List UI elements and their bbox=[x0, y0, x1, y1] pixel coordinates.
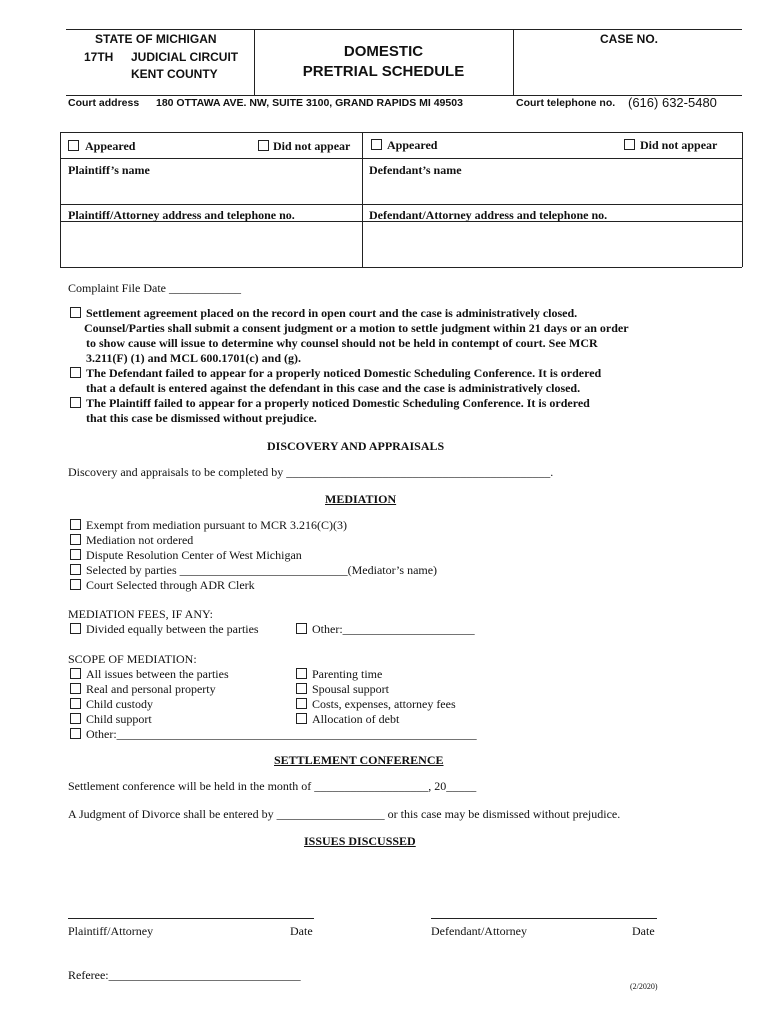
scope-parenting-checkbox[interactable] bbox=[296, 668, 307, 679]
fees-other-label: Other:______________________ bbox=[312, 622, 475, 636]
defendant-signature-line[interactable] bbox=[431, 918, 657, 919]
form-title-line1: DOMESTIC bbox=[343, 43, 424, 60]
scope-debt-checkbox[interactable] bbox=[296, 713, 307, 724]
state-name: STATE OF MICHIGAN bbox=[95, 32, 217, 46]
mediation-adr-checkbox[interactable] bbox=[70, 579, 81, 590]
issues-heading: ISSUES DISCUSSED bbox=[304, 834, 416, 848]
circuit-name: JUDICIAL CIRCUIT bbox=[131, 50, 239, 64]
plaintiff-failed-text-2: that this case be dismissed without prejudice. bbox=[86, 411, 317, 425]
defendant-failed-text-2: that a default is entered against the defendant in this case and the case is administratively closed. bbox=[86, 381, 581, 395]
mediation-adr-label: Court Selected through ADR Clerk bbox=[86, 578, 255, 592]
plaintiff-appeared-label: Appeared bbox=[85, 139, 136, 153]
scope-property-checkbox[interactable] bbox=[70, 683, 81, 694]
mediation-selected-checkbox[interactable] bbox=[70, 564, 81, 575]
scope-costs-checkbox[interactable] bbox=[296, 698, 307, 709]
mediation-fees-label: MEDIATION FEES, IF ANY: bbox=[68, 607, 213, 621]
settlement-text-4: 3.211(F) (1) and MCL 600.1701(c) and (g). bbox=[86, 351, 301, 365]
scope-label: SCOPE OF MEDIATION: bbox=[68, 652, 197, 666]
settlement-conference-text: Settlement conference will be held in the month of ___________________, 20_____ bbox=[68, 779, 477, 793]
scope-debt-label: Allocation of debt bbox=[312, 712, 400, 726]
plaintiff-date-label: Date bbox=[290, 924, 313, 938]
mediation-exempt-checkbox[interactable] bbox=[70, 519, 81, 530]
header-divider-left bbox=[254, 29, 255, 95]
discovery-heading: DISCOVERY AND APPRAISALS bbox=[267, 439, 445, 453]
parties-row2-rule bbox=[60, 204, 742, 205]
form-title-line2: PRETRIAL SCHEDULE bbox=[302, 63, 465, 80]
mediation-selected-label: Selected by parties ____________________________(Mediator’s name) bbox=[86, 563, 438, 577]
mediation-not-ordered-label: Mediation not ordered bbox=[86, 533, 194, 547]
plaintiff-signature-line[interactable] bbox=[68, 918, 314, 919]
mediation-exempt-label: Exempt from mediation pursuant to MCR 3.216(C)(3) bbox=[86, 518, 347, 532]
plaintiff-appeared-checkbox[interactable] bbox=[68, 140, 79, 151]
circuit-number: 17TH bbox=[84, 50, 114, 64]
plaintiff-address-label: Plaintiff/Attorney address and telephone no. bbox=[68, 208, 295, 222]
defendant-failed-text-1: The Defendant failed to appear for a properly noticed Domestic Scheduling Conference. It is ordered bbox=[86, 366, 602, 380]
parties-top-rule bbox=[60, 132, 742, 133]
parties-bottom-rule bbox=[60, 267, 742, 268]
settlement-text-2: Counsel/Parties shall submit a consent judgment or a motion to settle judgment within 21 days or an order bbox=[84, 321, 629, 335]
case-no-label: CASE NO. bbox=[600, 32, 659, 46]
scope-custody-label: Child custody bbox=[86, 697, 154, 711]
header-top-rule bbox=[66, 29, 742, 30]
plaintiff-name-field[interactable] bbox=[64, 178, 358, 202]
fees-other-checkbox[interactable] bbox=[296, 623, 307, 634]
parties-left-border bbox=[60, 132, 61, 267]
plaintiff-did-not-appear-checkbox[interactable] bbox=[258, 140, 269, 151]
plaintiff-failed-checkbox[interactable] bbox=[70, 397, 81, 408]
scope-other-label: Other:____________________________________________________________ bbox=[86, 727, 477, 741]
complaint-file-date: Complaint File Date ____________ bbox=[68, 281, 241, 295]
scope-costs-label: Costs, expenses, attorney fees bbox=[312, 697, 456, 711]
scope-support-label: Child support bbox=[86, 712, 152, 726]
defendant-failed-checkbox[interactable] bbox=[70, 367, 81, 378]
scope-support-checkbox[interactable] bbox=[70, 713, 81, 724]
settlement-text-3: to show cause will issue to determine why counsel should not be held in contempt of court. See MCR bbox=[86, 336, 598, 350]
mediation-drc-label: Dispute Resolution Center of West Michigan bbox=[86, 548, 302, 562]
defendant-attorney-label: Defendant/Attorney bbox=[431, 924, 527, 938]
scope-all-issues-label: All issues between the parties bbox=[86, 667, 229, 681]
plaintiff-attorney-label: Plaintiff/Attorney bbox=[68, 924, 154, 938]
scope-property-label: Real and personal property bbox=[86, 682, 216, 696]
court-address-label: Court address bbox=[68, 97, 140, 109]
defendant-address-label: Defendant/Attorney address and telephone no. bbox=[369, 208, 608, 222]
mediation-drc-checkbox[interactable] bbox=[70, 549, 81, 560]
court-phone-label: Court telephone no. bbox=[516, 97, 616, 109]
fees-divided-label: Divided equally between the parties bbox=[86, 622, 259, 636]
plaintiff-did-not-appear-label: Did not appear bbox=[273, 139, 351, 153]
scope-all-issues-checkbox[interactable] bbox=[70, 668, 81, 679]
court-phone: (616) 632-5480 bbox=[628, 95, 717, 110]
form-revision-date: (2/2020) bbox=[630, 982, 658, 991]
defendant-address-field[interactable] bbox=[366, 224, 738, 264]
referee-line: Referee:________________________________ bbox=[68, 968, 301, 982]
plaintiff-address-field[interactable] bbox=[64, 224, 358, 264]
mediation-not-ordered-checkbox[interactable] bbox=[70, 534, 81, 545]
defendant-appeared-checkbox[interactable] bbox=[371, 139, 382, 150]
defendant-did-not-appear-label: Did not appear bbox=[640, 138, 718, 152]
parties-center-divider bbox=[362, 132, 363, 267]
parties-right-border bbox=[742, 132, 743, 267]
defendant-appeared-label: Appeared bbox=[387, 138, 438, 152]
defendant-did-not-appear-checkbox[interactable] bbox=[624, 139, 635, 150]
scope-spousal-checkbox[interactable] bbox=[296, 683, 307, 694]
header-divider-right bbox=[513, 29, 514, 95]
defendant-name-label: Defendant’s name bbox=[369, 163, 462, 177]
scope-parenting-label: Parenting time bbox=[312, 667, 383, 681]
scope-spousal-label: Spousal support bbox=[312, 682, 390, 696]
fees-divided-checkbox[interactable] bbox=[70, 623, 81, 634]
scope-other-checkbox[interactable] bbox=[70, 728, 81, 739]
county-name: KENT COUNTY bbox=[131, 67, 218, 81]
discovery-text: Discovery and appraisals to be completed by ____________________________________________. bbox=[68, 465, 554, 479]
scope-custody-checkbox[interactable] bbox=[70, 698, 81, 709]
defendant-date-label: Date bbox=[632, 924, 655, 938]
settlement-heading: SETTLEMENT CONFERENCE bbox=[274, 753, 444, 767]
parties-row1-rule bbox=[60, 158, 742, 159]
settlement-text-1: Settlement agreement placed on the record in open court and the case is administratively closed. bbox=[86, 306, 578, 320]
plaintiff-failed-text-1: The Plaintiff failed to appear for a properly noticed Domestic Scheduling Conference. It is ordered bbox=[86, 396, 590, 410]
settlement-checkbox[interactable] bbox=[70, 307, 81, 318]
judgment-text: A Judgment of Divorce shall be entered by __________________ or this case may be dismissed without prejudice. bbox=[68, 807, 621, 821]
court-address: 180 OTTAWA AVE. NW, SUITE 3100, GRAND RAPIDS MI 49503 bbox=[156, 97, 463, 109]
mediation-heading: MEDIATION bbox=[325, 492, 397, 506]
plaintiff-name-label: Plaintiff’s name bbox=[68, 163, 150, 177]
defendant-name-field[interactable] bbox=[366, 178, 738, 202]
